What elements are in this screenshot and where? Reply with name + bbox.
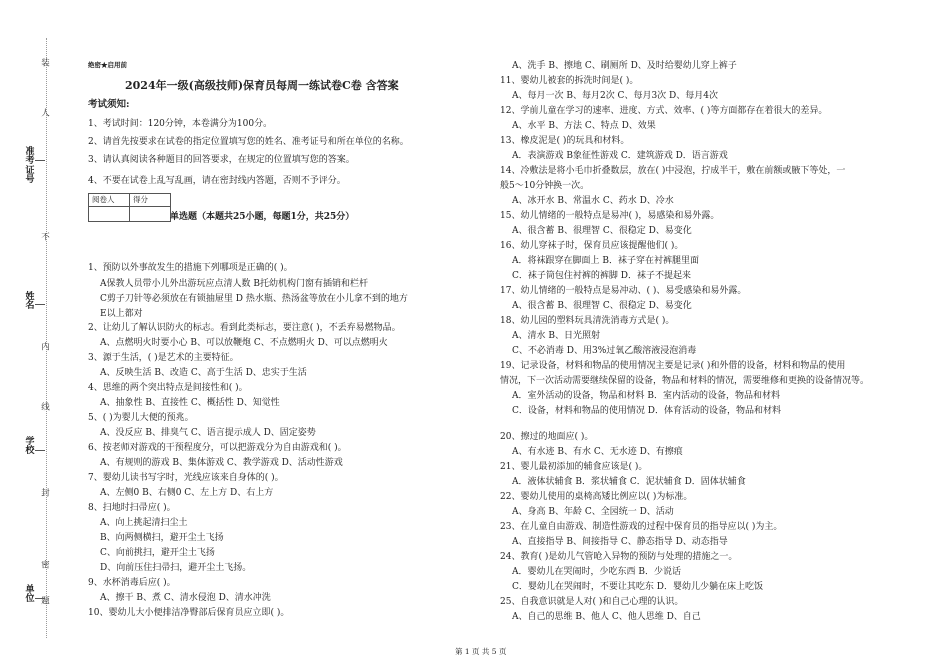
q-line: A、反映生活 B、改造 C、高于生活 D、忠实于生活 (100, 368, 307, 378)
q-line: C．婴幼儿在哭闹时，不要让其吃东 D．婴幼儿少躺在床上吃饭 (512, 582, 763, 592)
q-line: A、有水迹 B、有水 C、无水迹 D、有擦痕 (512, 447, 683, 457)
secret-mark: 绝密★启用前 (88, 61, 127, 69)
q-line: A、水平 B、方法 C、特点 D、效果 (512, 121, 656, 131)
q-line: 9、水杯消毒后应( )。 (88, 578, 176, 588)
margin-mark-bu: 不 (39, 232, 50, 241)
q-line: 1、预防以外事故发生的措施下列哪项是正确的( )。 (88, 263, 293, 273)
q-line: C．设备，材料和物品的使用情况 D．体育活动的设备，物品和材料 (512, 406, 781, 416)
q-line: A、很含蓄 B、很理智 C、很稳定 D、易变化 (512, 226, 692, 236)
margin-mark-ren: 人 (39, 108, 50, 117)
notice-1: 1、考试时间：120分钟，本卷满分为100分。 (88, 119, 273, 129)
margin-label-name: 姓名 (25, 292, 35, 312)
q-line: A、向上挑起清扫尘土 (100, 518, 188, 528)
notice-4: 4、不要在试卷上乱写乱画，请在密封线内答题，否则不予评分。 (88, 176, 346, 186)
q-line: D、向前压住扫帚扫，避开尘土飞扬。 (100, 563, 252, 573)
q-line: A、有规则的游戏 B、集体游戏 C、教学游戏 D、活动性游戏 (100, 458, 343, 468)
q-line: 11、婴幼儿被套的拆洗时间是( )。 (500, 76, 639, 86)
q-line: A．婴幼儿在哭闹时，少吃东西 B．少说话 (512, 567, 681, 577)
q-line: C剪子刀针等必须放在有锁抽屉里 D 热水瓶、热汤盆等放在小儿拿不到的地方 (100, 294, 408, 304)
q-line: 6、按老师对游戏的干预程度分，可以把游戏分为自由游戏和( )。 (88, 443, 347, 453)
q-line: 13、橡皮泥是( )的玩具和材料。 (500, 136, 630, 146)
grader-header-reviewer: 阅卷人 (89, 194, 130, 207)
q-line: B、向两侧横扫，避开尘土飞扬 (100, 533, 224, 543)
q-line: A、洗手 B、擦地 C、刷厕所 D、及时给婴幼儿穿上裤子 (512, 61, 737, 71)
q-line: 3、源于生活，( )是艺术的主要特征。 (88, 353, 239, 363)
q-line: E以上都对 (100, 309, 143, 319)
q-line: A．室外活动的设备，物品和材料 B．室内活动的设备，物品和材料 (512, 391, 780, 401)
q-line: 4、思维的两个突出特点是间接性和( )。 (88, 383, 248, 393)
q-line: A保教人员带小儿外出游玩应点清人数 B托幼机构门窗有插销和栏杆 (100, 279, 368, 289)
q-line: 22、婴幼儿使用的桌椅高矮比例应以( )为标准。 (500, 492, 693, 502)
margin-label-school: 学校 (25, 437, 35, 457)
q-line: A、每月一次 B、每月2次 C、每月3次 D、每月4次 (512, 91, 718, 101)
fill-line-admission-number (35, 160, 45, 161)
q-line: 20、擦过的地面应( )。 (500, 432, 594, 442)
q-line: A、自己的思维 B、他人 C、他人思维 D、自己 (512, 612, 701, 622)
q-line: 10、婴幼儿大小便排洁净臀部后保育员应立即( )。 (88, 608, 290, 618)
q-line: A、没反应 B、排臭气 C、语言提示成人 D、固定姿势 (100, 428, 316, 438)
q-line: 情况，下一次活动需要继续保留的设备，物品和材料的情况，需要维修和更换的设备情况等。 (500, 376, 870, 386)
q-line: A、抽象性 B、直接性 C、概括性 D、知觉性 (100, 398, 280, 408)
notice-2: 2、请首先按要求在试卷的指定位置填写您的姓名、准考证号和所在单位的名称。 (88, 137, 409, 147)
margin-mark-zhuang: 装 (39, 58, 50, 67)
q-line: A．表演游戏 B象征性游戏 C．建筑游戏 D．语言游戏 (512, 151, 728, 161)
q-line: C．袜子筒包住衬裤的裤脚 D．袜子不提起来 (512, 271, 691, 281)
grader-table (88, 193, 171, 222)
margin-mark-nei: 内 (39, 342, 50, 351)
fill-line-name (35, 304, 45, 305)
q-line: 12、学前儿童在学习的速率、进度、方式、效率、( )等方面都存在着很大的差异。 (500, 106, 828, 116)
grader-header-score: 得分 (130, 194, 171, 207)
q-line: 7、婴幼儿读书写字时，光线应该来自身体的( )。 (88, 473, 284, 483)
q-line: 25、自我意识就是人对( )和自己心理的认识。 (500, 597, 684, 607)
q-line: 般5～10分钟换一次。 (500, 181, 590, 191)
fill-line-school (35, 450, 45, 451)
margin-mark-ti: 题 (39, 596, 50, 605)
q-line: 2、让幼儿了解认识防火的标志。看到此类标志，要注意( )，不丢弃易燃物品。 (88, 323, 401, 333)
q-line: A、直接指导 B、间接指导 C、静态指导 D、动态指导 (512, 537, 728, 547)
margin-label-unit: 单位 (25, 585, 35, 605)
page-number: 第 1 页 共 5 页 (455, 647, 507, 656)
exam-title: 2024年一级(高级技师)保育员每周一练试卷C卷 含答案 (125, 79, 399, 92)
q-line: A、擦干 B、煮 C、清水侵泡 D、清水冲洗 (100, 593, 271, 603)
q-line: A、左侧0 B、右侧0 C、左上方 D、右上方 (100, 488, 274, 498)
q-line: C、不必消毒 D、用3%过氧乙酸溶液浸泡消毒 (512, 346, 697, 356)
grader-cell-reviewer (89, 207, 130, 222)
margin-mark-xian: 线 (39, 402, 50, 411)
notice-heading: 考试须知: (88, 99, 130, 110)
q-line: 17、幼儿情绪的一般特点是易冲动、( )、易受感染和易外露。 (500, 286, 747, 296)
q-line: 16、幼儿穿袜子时，保育员应该提醒他们( )。 (500, 241, 684, 251)
binding-line (46, 38, 47, 638)
notice-3: 3、请认真阅读各种题目的回答要求，在规定的位置填写您的答案。 (88, 155, 355, 165)
grader-cell-score (130, 207, 171, 222)
q-line: A、清水 B、日光照射 (512, 331, 600, 341)
q-line: 19、记录设备，材料和物品的使用情况主要是记录( )和外借的设备，材料和物品的使用 (500, 361, 846, 371)
section-title: 单选题（本题共25小题，每题1分，共25分） (170, 212, 355, 222)
q-line: A、冰开水 B、常温水 C、药水 D、冷水 (512, 196, 674, 206)
q-line: A、身高 B、年龄 C、全园统一 D、活动 (512, 507, 674, 517)
q-line: C、向前挑扫，避开尘土飞扬 (100, 548, 215, 558)
q-line: A、很含蓄 B、很理智 C、很稳定 D、易变化 (512, 301, 692, 311)
q-line: 8、扫地时扫帚应( )。 (88, 503, 176, 513)
q-line: A．将袜跟穿在脚面上 B．袜子穿在衬裤腿里面 (512, 256, 699, 266)
fill-line-unit (35, 598, 45, 599)
q-line: 23、在儿童自由游戏、制造性游戏的过程中保育员的指导应以( )为主。 (500, 522, 783, 532)
q-line: 15、幼儿情绪的一般特点是易冲( )，易感染和易外露。 (500, 211, 720, 221)
margin-label-admission-number: 准考证号 (25, 147, 35, 186)
q-line: 21、婴儿最初添加的辅食应该是( )。 (500, 462, 648, 472)
margin-mark-mi: 密 (39, 560, 50, 569)
q-line: 5、( )为婴儿大便的预兆。 (88, 413, 194, 423)
q-line: 14、冷敷法是将小毛巾折叠数层，放在( )中浸泡，拧成半干，敷在前额或腋下等处，一 (500, 166, 846, 176)
q-line: A．液体状辅食 B．浆状辅食 C．泥状辅食 D．固体状辅食 (512, 477, 746, 487)
q-line: 18、幼儿园的塑料玩具清洗消毒方式是( )。 (500, 316, 675, 326)
q-line: A、点燃明火时要小心 B、可以放鞭炮 C、不点燃明火 D、可以点燃明火 (100, 338, 388, 348)
q-line: 24、教育( )是幼儿气管呛入异物的预防与处理的措施之一。 (500, 552, 738, 562)
margin-mark-feng: 封 (39, 488, 50, 497)
